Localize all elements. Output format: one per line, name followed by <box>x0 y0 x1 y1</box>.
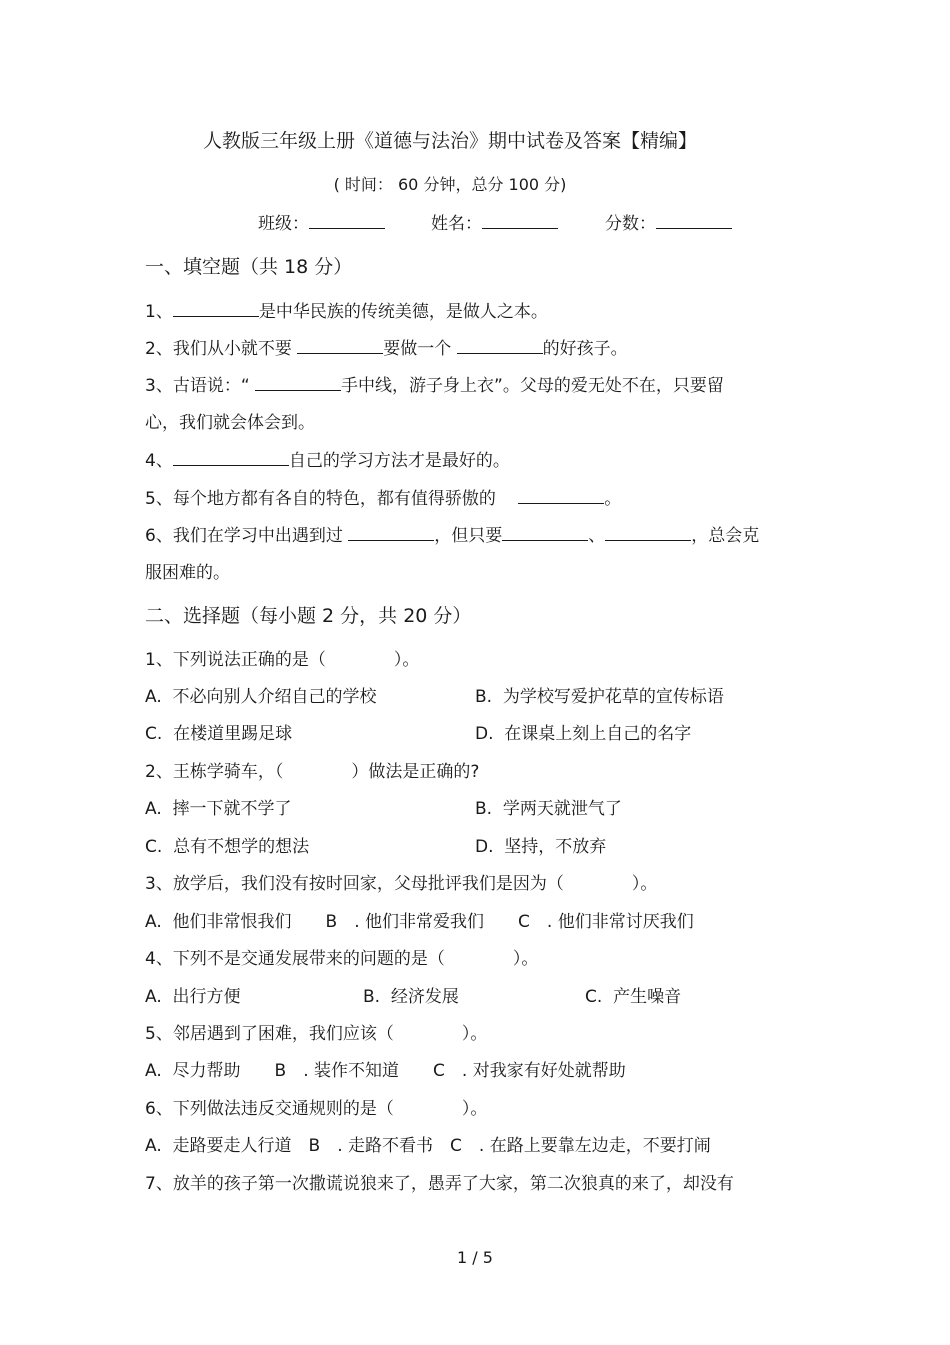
score-label: 分数： <box>605 214 656 234</box>
answer-blank[interactable] <box>502 524 588 541</box>
choice-question-6: 6、下列做法违反交通规则的是（ ）。 <box>145 1099 488 1119</box>
q-text: 的好孩子。 <box>542 339 628 359</box>
q-text: 、 <box>588 526 606 546</box>
option-b[interactable]: B. 经济发展 <box>363 987 459 1007</box>
fill-question-1 <box>145 300 548 323</box>
q-number: 1、 <box>145 302 173 322</box>
choice-question-3: 3、放学后，我们没有按时回家，父母批评我们是因为（ ）。 <box>145 874 658 894</box>
q-text: 自己的学习方法才是最好的。 <box>288 451 510 471</box>
name-blank[interactable] <box>482 212 558 229</box>
fill-question-6 <box>145 524 759 547</box>
q-text: 要做一个 <box>383 339 452 359</box>
answer-blank[interactable] <box>173 449 289 466</box>
choice-question-7: 7、放羊的孩子第一次撒谎说狼来了，愚弄了大家，第二次狼真的来了，却没有 <box>145 1174 734 1194</box>
name-field <box>431 212 558 235</box>
option-c[interactable]: C. 总有不想学的想法 <box>145 837 310 857</box>
q-text: 5、每个地方都有各自的特色，都有值得骄傲的 <box>145 489 496 509</box>
q-text: ，但只要 <box>434 526 503 546</box>
option-b[interactable]: B. 学两天就泄气了 <box>475 799 622 819</box>
option-c[interactable]: C. 产生噪音 <box>585 987 682 1007</box>
fill-question-2 <box>145 337 628 360</box>
name-label: 姓名： <box>431 214 482 234</box>
option-d[interactable]: D. 坚持，不放弃 <box>475 837 607 857</box>
answer-blank[interactable] <box>297 337 383 354</box>
fill-question-6-line2: 服困难的。 <box>145 563 230 583</box>
section-heading-fill: 一、填空题（共 18 分） <box>145 256 353 278</box>
page-number: 1 / 5 <box>457 1248 493 1267</box>
q-text: 2、我们从小就不要 <box>145 339 292 359</box>
option-a[interactable]: A. 不必向别人介绍自己的学校 <box>145 687 377 707</box>
answer-blank[interactable] <box>255 374 341 391</box>
q-number: 4、 <box>145 451 173 471</box>
answer-blank[interactable] <box>457 337 543 354</box>
section-heading-choice: 二、选择题（每小题 2 分，共 20 分） <box>145 605 472 627</box>
fill-question-3 <box>145 374 724 397</box>
option-b[interactable]: B. 为学校写爱护花草的宣传标语 <box>475 687 724 707</box>
class-label: 班级： <box>258 214 309 234</box>
exam-subtitle: ( 时间： 60 分钟，总分 100 分) <box>333 175 567 194</box>
fill-question-3-line2: 心，我们就会体会到。 <box>145 413 315 433</box>
option-c[interactable]: C. 在楼道里踢足球 <box>145 724 293 744</box>
option-a[interactable]: A. 摔一下就不学了 <box>145 799 292 819</box>
answer-blank[interactable] <box>518 487 604 504</box>
class-field <box>258 212 385 235</box>
answer-blank[interactable] <box>605 524 691 541</box>
q-text: 是中华民族的传统美德，是做人之本。 <box>258 302 548 322</box>
q-text: 3、古语说：“ <box>145 376 250 396</box>
score-field <box>605 212 732 235</box>
fill-question-5 <box>145 487 621 510</box>
options-row[interactable]: A. 他们非常恨我们 B . 他们非常爱我们 C . 他们非常讨厌我们 <box>145 912 694 932</box>
q-text: ，总会克 <box>691 526 760 546</box>
answer-blank[interactable] <box>348 524 434 541</box>
choice-question-2: 2、王栋学骑车，（ ）做法是正确的? <box>145 762 480 782</box>
q-text: 6、我们在学习中出遇到过 <box>145 526 343 546</box>
answer-blank[interactable] <box>173 300 259 317</box>
score-blank[interactable] <box>656 212 732 229</box>
option-a[interactable]: A. 出行方便 <box>145 987 241 1007</box>
page-title: 人教版三年级上册《道德与法治》期中试卷及答案【精编】 <box>202 130 697 152</box>
options-row[interactable]: A. 走路要走人行道 B . 走路不看书 C . 在路上要靠左边走，不要打闹 <box>145 1136 711 1156</box>
class-blank[interactable] <box>309 212 385 229</box>
fill-question-4 <box>145 449 510 472</box>
q-text: 。 <box>604 489 622 509</box>
q-text: 手中线，游子身上衣”。父母的爱无处不在，只要留 <box>341 376 724 396</box>
option-d[interactable]: D. 在课桌上刻上自己的名字 <box>475 724 692 744</box>
options-row[interactable]: A. 尽力帮助 B . 装作不知道 C . 对我家有好处就帮助 <box>145 1061 626 1081</box>
choice-question-4: 4、下列不是交通发展带来的问题的是（ ）。 <box>145 949 539 969</box>
choice-question-1: 1、下列说法正确的是（ ）。 <box>145 650 420 670</box>
choice-question-5: 5、邻居遇到了困难，我们应该（ ）。 <box>145 1024 488 1044</box>
